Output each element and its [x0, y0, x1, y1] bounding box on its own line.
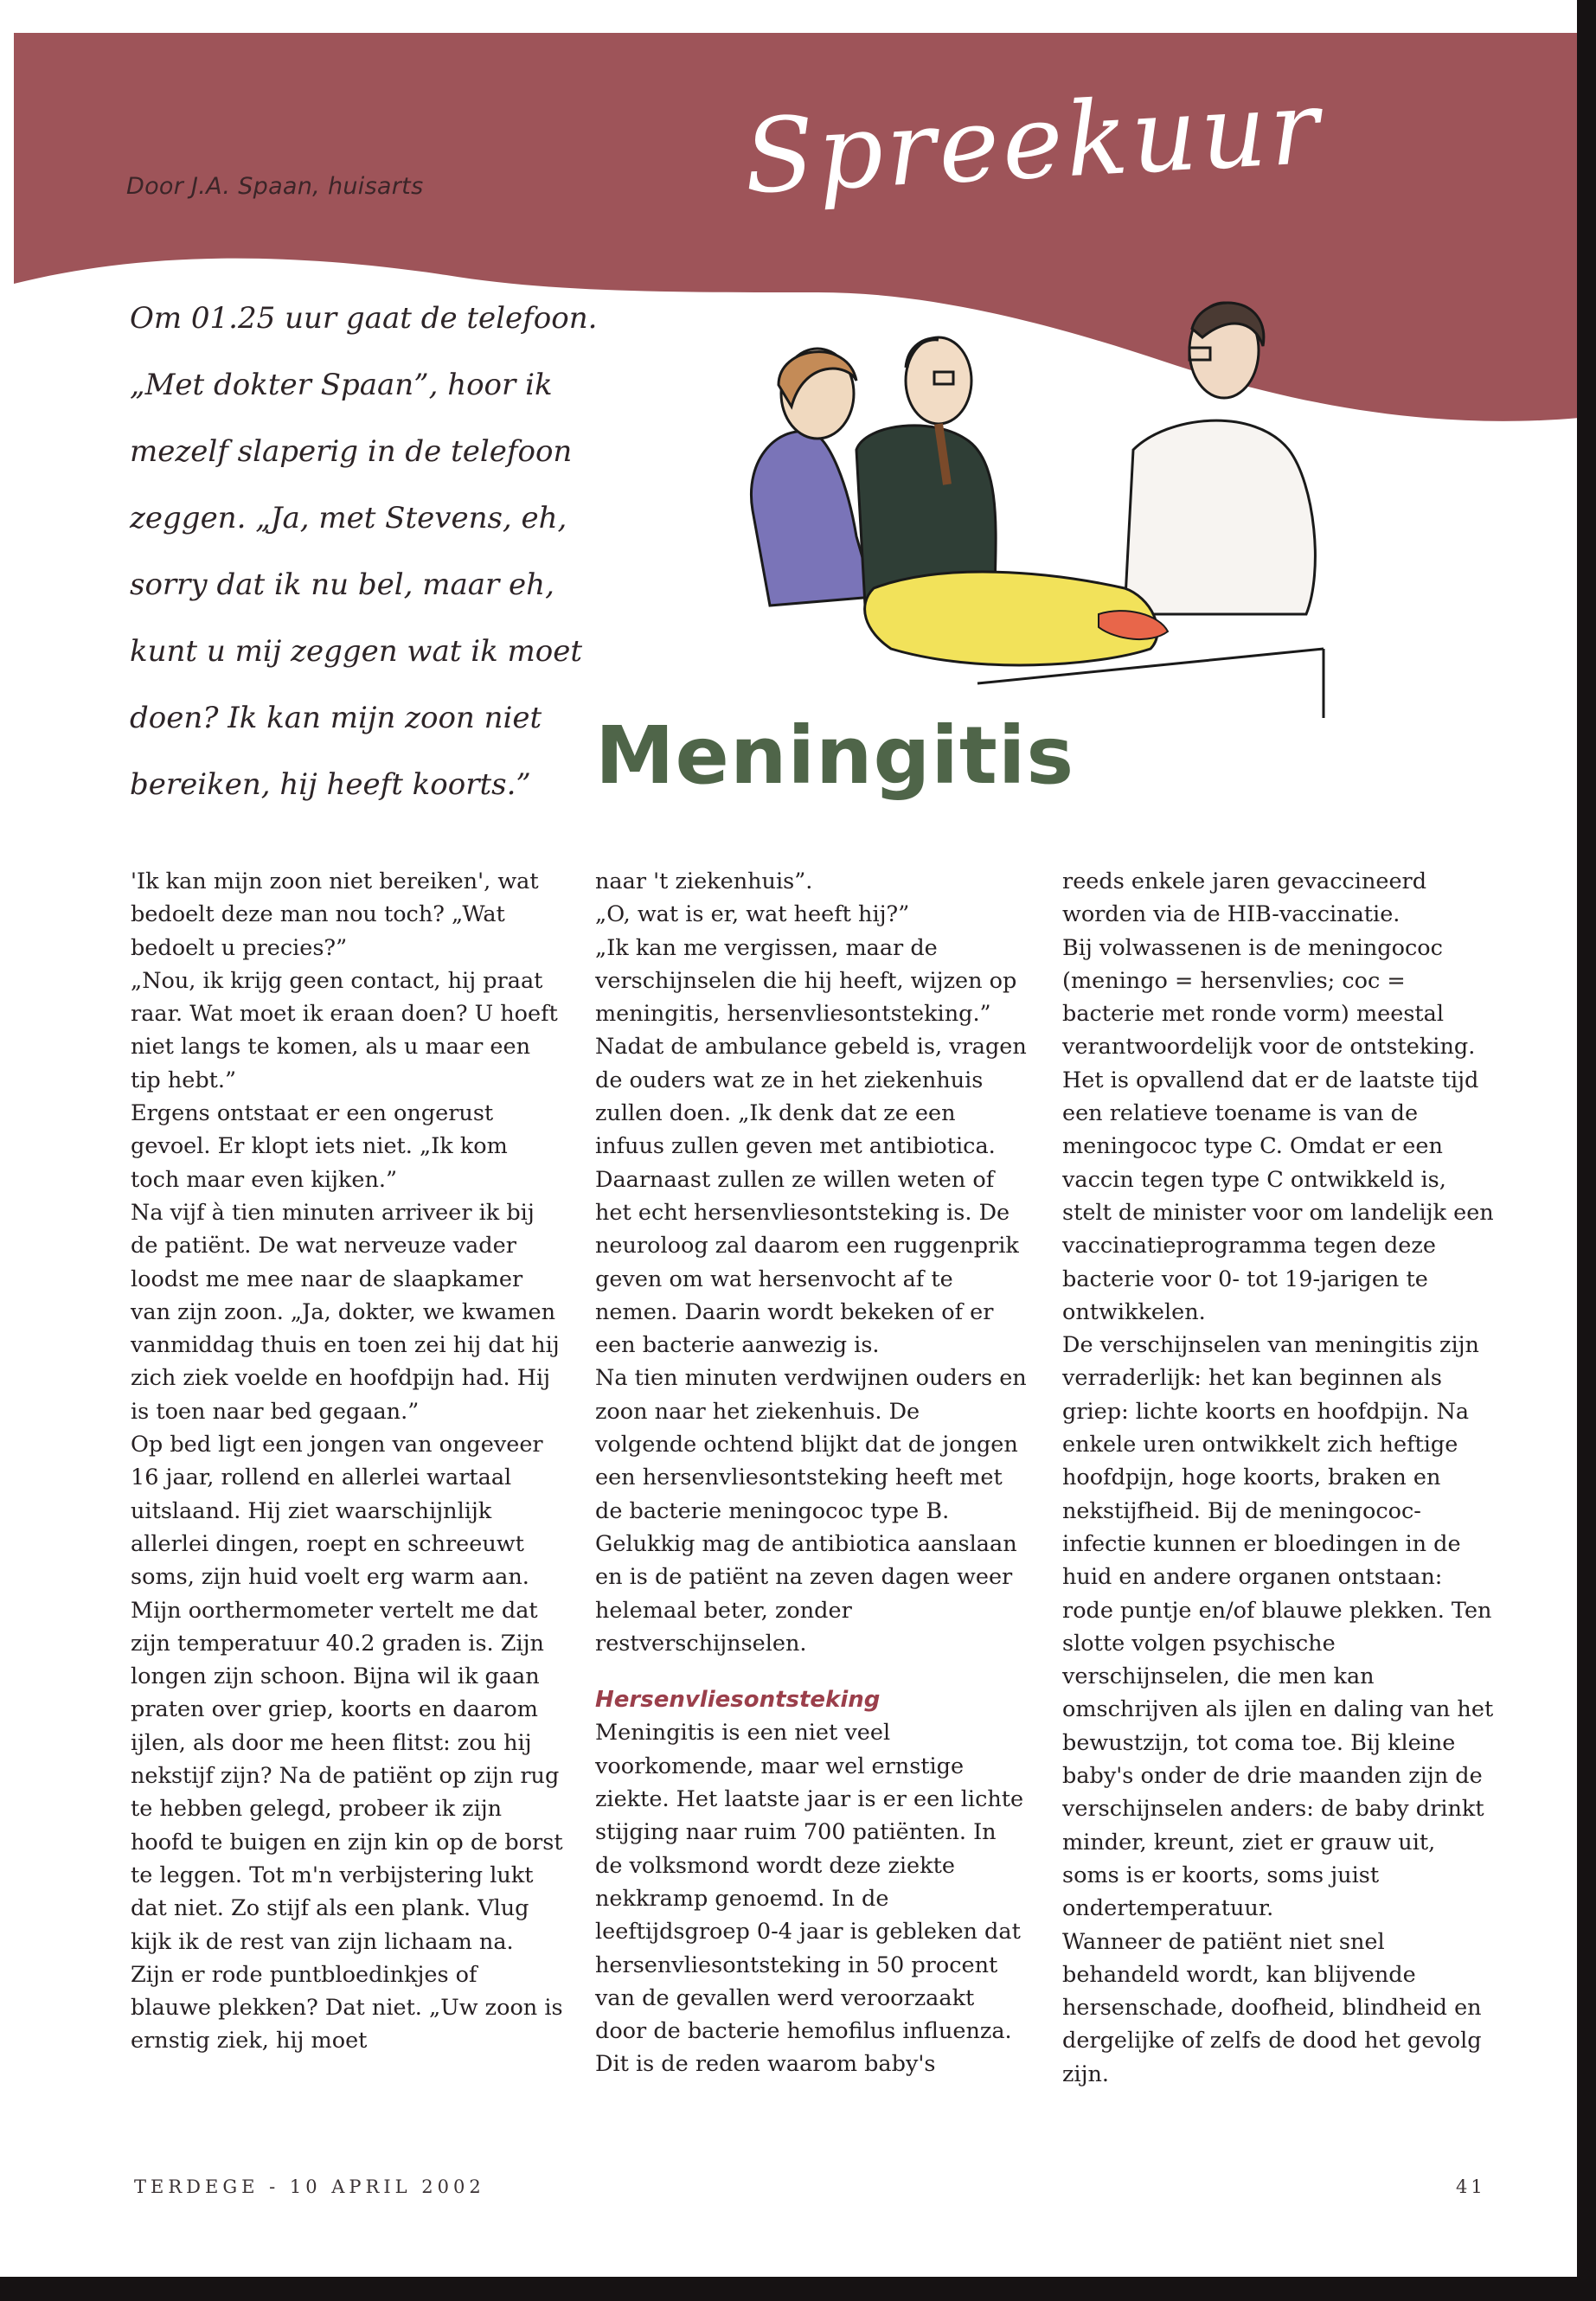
intro-line: bereiken, hij heeft koorts.” — [130, 767, 531, 802]
paragraph: Bij volwassenen is de meningococ (meningo = hersenvlies; coc = bacterie met ronde vorm) meestal verantwoordelijk voor de ontsteking. Het is opvallend dat er de laatste tijd een relatieve toename is van de meningococ type C. Omdat er een vaccin tegen type C ontwikkeld is, stelt de minister voor om landelijk een vaccinatieprogramma tegen deze bacterie voor 0- tot 19-jarigen te ontwikkelen. — [1062, 934, 1494, 1325]
paragraph: Wanneer de patiënt niet snel behandeld wordt, kan blijvende hersenschade, doofheid, blindheid en dergelijke of zelfs de dood het gevolg zijn. — [1062, 1928, 1482, 2087]
doctor-figure — [1125, 303, 1315, 614]
column-2 — [595, 865, 1028, 2081]
paragraph: „Ik kan me vergissen, maar de verschijnselen die hij heeft, wijzen op meningitis, hersenvliesontsteking.” Nadat de ambulance gebeld is, vragen de ouders wat ze in het ziekenhuis zullen doen. „Ik denk dat ze een infuus zullen geven met antibiotica. Daarnaast zullen ze willen weten of het echt hersenvliesontsteking is. De neuroloog zal daarom een ruggenprik geven om wat hersenvocht af te nemen. Daarin wordt bekeken of er een bacterie aanwezig is. — [595, 934, 1027, 1359]
section-subheading: Hersenvliesontsteking — [595, 1687, 881, 1714]
byline: Door J.A. Spaan, huisarts — [126, 173, 424, 200]
paragraph: naar 't ziekenhuis”. — [595, 868, 813, 894]
paragraph: Op bed ligt een jongen van ongeveer 16 jaar, rollend en allerlei wartaal uitslaand. Hij ziet waarschijnlijk allerlei dingen, roept en schreeuwt soms, zijn huid voelt erg warm aan. Mijn oorthermometer vertelt me dat zijn temperatuur 40.2 graden is. Zijn longen zijn schoon. Bijna wil ik gaan praten over griep, koorts en daarom ijlen, als door me heen flitst: zou hij nekstijf zijn? Na de patiënt op zijn rug te hebben gelegd, probeer ik zijn hoofd te buigen en zijn kin op de borst te leggen. Tot m'n verbijstering lukt dat niet. Zo stijf als een plank. Vlug kijk ik de rest van zijn lichaam na. Zijn er rode puntbloedinkjes of blauwe plekken? Dat niet. „Uw zoon is ernstig ziek, hij moet — [131, 1432, 563, 2054]
paragraph: „Nou, ik krijg geen contact, hij praat raar. Wat moet ik eraan doen? U hoeft niet langs te komen, als u maar een tip hebt.” — [131, 967, 558, 1093]
section-title: Spreekuur — [740, 67, 1325, 217]
intro-line: Om 01.25 uur gaat de telefoon. — [130, 301, 598, 336]
paragraph: „O, wat is er, wat heeft hij?” — [595, 901, 910, 928]
page-number: 41 — [1456, 2176, 1486, 2197]
page-top-margin — [0, 0, 1596, 33]
column-1 — [131, 865, 563, 2058]
paragraph: Ergens ontstaat er een ongerust gevoel. Er klopt iets niet. „Ik kom toch maar even kijken.” — [131, 1100, 508, 1193]
intro-line: mezelf slaperig in de telefoon — [130, 434, 573, 469]
intro-line: doen? Ik kan mijn zoon niet — [130, 701, 542, 735]
page-right-edge — [1577, 0, 1596, 2301]
article-headline: Meningitis — [595, 709, 1075, 802]
paragraph: Na vijf à tien minuten arriveer ik bij de patiënt. De wat nerveuze vader loodst me mee naar de slaapkamer van zijn zoon. „Ja, dokter, we kwamen vanmiddag thuis en toen zei hij dat hij zich ziek voelde en hoofdpijn had. Hij is toen naar bed gegaan.” — [131, 1199, 560, 1425]
paragraph: 'Ik kan mijn zoon niet bereiken', wat bedoelt deze man nou toch? „Wat bedoelt u precies?” — [131, 868, 539, 961]
woman-figure — [751, 349, 874, 606]
footer-publication: TERDEGE - 10 APRIL 2002 — [134, 2176, 485, 2197]
intro-line: sorry dat ik nu bel, maar eh, — [130, 567, 554, 602]
paragraph: Na tien minuten verdwijnen ouders en zoon naar het ziekenhuis. De volgende ochtend blijkt dat de jongen een hersenvliesontsteking heeft met de bacterie meningococ type B. Gelukkig mag de antibiotica aanslaan en is de patiënt na zeven dagen weer helemaal beter, zonder restverschijnselen. — [595, 1365, 1027, 1657]
consultation-illustration — [718, 285, 1479, 735]
page-bottom-edge — [0, 2277, 1596, 2301]
intro-line: kunt u mij zeggen wat ik moet — [130, 634, 583, 669]
paragraph: reeds enkele jaren gevaccineerd worden via de HIB-vaccinatie. — [1062, 868, 1427, 928]
man-figure — [856, 337, 996, 606]
intro-line: zeggen. „Ja, met Stevens, eh, — [130, 501, 567, 535]
intro-quote — [130, 285, 598, 818]
intro-line: „Met dokter Spaan”, hoor ik — [130, 368, 553, 402]
paragraph: De verschijnselen van meningitis zijn verraderlijk: het kan beginnen als griep: lichte koorts en hoofdpijn. Na enkele uren ontwikkelt zich heftige hoofdpijn, hoge koorts, braken en nekstijfheid. Bij de meningococ-infectie kunnen er bloedingen in de huid en andere organen ontstaan: rode puntje en/of blauwe plekken. Ten slotte volgen psychische verschijnselen, die men kan omschrijven als ijlen en daling van het bewustzijn, tot coma toe. Bij kleine baby's onder de drie maanden zijn de verschijnselen anders: de baby drinkt minder, kreunt, ziet er grauw uit, soms is er koorts, soms juist ondertemperatuur. — [1062, 1332, 1494, 1922]
paragraph: Meningitis is een niet veel voorkomende, maar wel ernstige ziekte. Het laatste jaar is er een lichte stijging naar ruim 700 patiënten. In de volksmond wordt deze ziekte nekkramp genoemd. In de leeftijdsgroep 0-4 jaar is gebleken dat hersenvliesontsteking in 50 procent van de gevallen werd veroorzaakt door de bacterie hemofilus influenza. Dit is de reden waarom baby's — [595, 1720, 1024, 2078]
column-3 — [1062, 865, 1495, 2091]
